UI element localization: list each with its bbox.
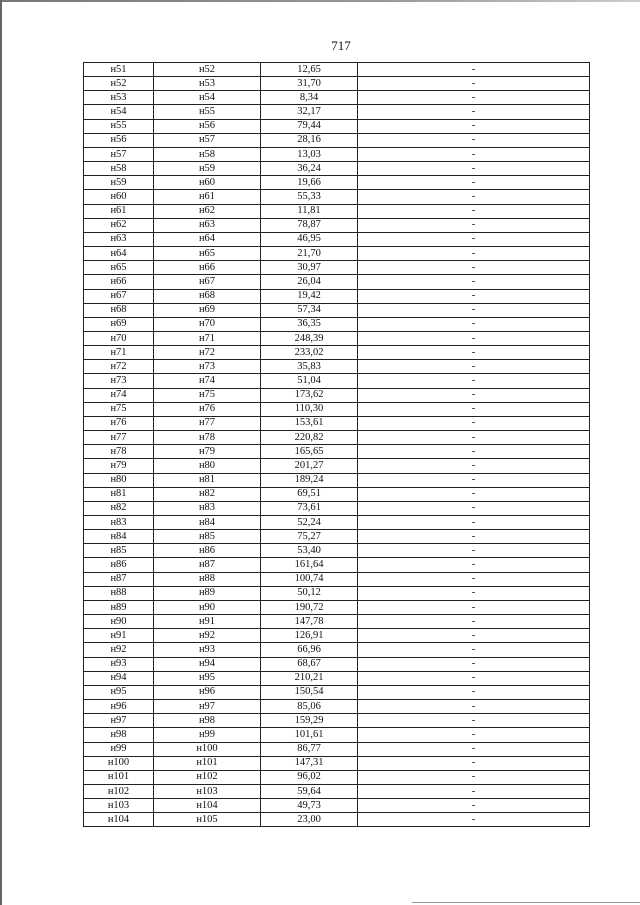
cell-from-point: н75 — [84, 402, 154, 416]
cell-length: 68,67 — [261, 657, 358, 671]
cell-to-point: н54 — [154, 91, 261, 105]
cell-note: - — [358, 756, 590, 770]
cell-to-point: н87 — [154, 558, 261, 572]
cell-to-point: н66 — [154, 261, 261, 275]
cell-length: 21,70 — [261, 247, 358, 261]
cell-to-point: н79 — [154, 445, 261, 459]
cell-to-point: н96 — [154, 685, 261, 699]
cell-note: - — [358, 700, 590, 714]
table-body — [84, 63, 590, 827]
table-row — [84, 176, 590, 190]
cell-to-point: н102 — [154, 770, 261, 784]
cell-note: - — [358, 275, 590, 289]
cell-from-point: н52 — [84, 77, 154, 91]
cell-from-point: н103 — [84, 799, 154, 813]
cell-to-point: н93 — [154, 643, 261, 657]
table-row — [84, 147, 590, 161]
cell-length: 50,12 — [261, 586, 358, 600]
cell-to-point: н80 — [154, 459, 261, 473]
cell-length: 110,30 — [261, 402, 358, 416]
cell-length: 161,64 — [261, 558, 358, 572]
cell-to-point: н91 — [154, 615, 261, 629]
cell-to-point: н56 — [154, 119, 261, 133]
cell-from-point: н59 — [84, 176, 154, 190]
table-row — [84, 714, 590, 728]
cell-to-point: н85 — [154, 530, 261, 544]
cell-to-point: н69 — [154, 303, 261, 317]
cell-to-point: н52 — [154, 63, 261, 77]
cell-note: - — [358, 91, 590, 105]
table-row — [84, 445, 590, 459]
boundary-segments-table — [83, 62, 590, 827]
cell-length: 32,17 — [261, 105, 358, 119]
table-row — [84, 728, 590, 742]
cell-to-point: н67 — [154, 275, 261, 289]
cell-length: 31,70 — [261, 77, 358, 91]
cell-to-point: н62 — [154, 204, 261, 218]
cell-note: - — [358, 190, 590, 204]
cell-note: - — [358, 317, 590, 331]
table-row — [84, 459, 590, 473]
table-row — [84, 402, 590, 416]
cell-length: 73,61 — [261, 501, 358, 515]
cell-length: 189,24 — [261, 473, 358, 487]
cell-from-point: н102 — [84, 784, 154, 798]
table-row — [84, 289, 590, 303]
cell-to-point: н76 — [154, 402, 261, 416]
cell-from-point: н99 — [84, 742, 154, 756]
table-row — [84, 799, 590, 813]
cell-from-point: н96 — [84, 700, 154, 714]
table-row — [84, 303, 590, 317]
cell-to-point: н82 — [154, 487, 261, 501]
cell-note: - — [358, 714, 590, 728]
cell-to-point: н105 — [154, 813, 261, 827]
cell-length: 233,02 — [261, 346, 358, 360]
cell-note: - — [358, 799, 590, 813]
table-row — [84, 700, 590, 714]
cell-note: - — [358, 501, 590, 515]
cell-from-point: н58 — [84, 162, 154, 176]
page-number: 717 — [331, 38, 351, 53]
cell-note: - — [358, 402, 590, 416]
cell-note: - — [358, 303, 590, 317]
scan-edge-left — [0, 0, 2, 905]
cell-to-point: н65 — [154, 247, 261, 261]
cell-from-point: н101 — [84, 770, 154, 784]
cell-note: - — [358, 671, 590, 685]
cell-from-point: н94 — [84, 671, 154, 685]
cell-length: 13,03 — [261, 147, 358, 161]
cell-to-point: н99 — [154, 728, 261, 742]
cell-note: - — [358, 487, 590, 501]
cell-from-point: н51 — [84, 63, 154, 77]
cell-to-point: н89 — [154, 586, 261, 600]
cell-length: 11,81 — [261, 204, 358, 218]
table-row — [84, 501, 590, 515]
table-row — [84, 770, 590, 784]
cell-length: 100,74 — [261, 572, 358, 586]
cell-from-point: н104 — [84, 813, 154, 827]
cell-length: 165,65 — [261, 445, 358, 459]
cell-note: - — [358, 473, 590, 487]
cell-from-point: н72 — [84, 360, 154, 374]
cell-length: 101,61 — [261, 728, 358, 742]
cell-from-point: н55 — [84, 119, 154, 133]
cell-note: - — [358, 147, 590, 161]
cell-to-point: н90 — [154, 600, 261, 614]
cell-from-point: н78 — [84, 445, 154, 459]
table-row — [84, 105, 590, 119]
cell-length: 49,73 — [261, 799, 358, 813]
cell-length: 59,64 — [261, 784, 358, 798]
cell-from-point: н90 — [84, 615, 154, 629]
table-row — [84, 204, 590, 218]
cell-to-point: н84 — [154, 516, 261, 530]
cell-note: - — [358, 133, 590, 147]
cell-from-point: н71 — [84, 346, 154, 360]
table-row — [84, 572, 590, 586]
cell-note: - — [358, 558, 590, 572]
cell-to-point: н60 — [154, 176, 261, 190]
cell-to-point: н70 — [154, 317, 261, 331]
cell-note: - — [358, 657, 590, 671]
cell-from-point: н64 — [84, 247, 154, 261]
cell-from-point: н87 — [84, 572, 154, 586]
cell-to-point: н68 — [154, 289, 261, 303]
cell-from-point: н85 — [84, 544, 154, 558]
cell-from-point: н89 — [84, 600, 154, 614]
cell-to-point: н103 — [154, 784, 261, 798]
table-row — [84, 346, 590, 360]
cell-length: 86,77 — [261, 742, 358, 756]
cell-length: 79,44 — [261, 119, 358, 133]
table-row — [84, 813, 590, 827]
cell-note: - — [358, 586, 590, 600]
cell-note: - — [358, 176, 590, 190]
table-row — [84, 232, 590, 246]
cell-note: - — [358, 360, 590, 374]
cell-from-point: н57 — [84, 147, 154, 161]
cell-from-point: н80 — [84, 473, 154, 487]
cell-from-point: н69 — [84, 317, 154, 331]
cell-note: - — [358, 459, 590, 473]
cell-note: - — [358, 813, 590, 827]
cell-to-point: н74 — [154, 374, 261, 388]
cell-to-point: н58 — [154, 147, 261, 161]
cell-from-point: н83 — [84, 516, 154, 530]
table-row — [84, 416, 590, 430]
cell-to-point: н59 — [154, 162, 261, 176]
cell-length: 19,66 — [261, 176, 358, 190]
cell-note: - — [358, 770, 590, 784]
table-row — [84, 91, 590, 105]
cell-note: - — [358, 218, 590, 232]
cell-note: - — [358, 232, 590, 246]
cell-to-point: н101 — [154, 756, 261, 770]
cell-note: - — [358, 445, 590, 459]
cell-note: - — [358, 105, 590, 119]
cell-to-point: н92 — [154, 629, 261, 643]
table-row — [84, 586, 590, 600]
table-row — [84, 643, 590, 657]
cell-note: - — [358, 63, 590, 77]
table-row — [84, 190, 590, 204]
cell-to-point: н71 — [154, 331, 261, 345]
cell-to-point: н78 — [154, 431, 261, 445]
cell-note: - — [358, 784, 590, 798]
cell-to-point: н63 — [154, 218, 261, 232]
cell-to-point: н73 — [154, 360, 261, 374]
cell-from-point: н77 — [84, 431, 154, 445]
cell-length: 153,61 — [261, 416, 358, 430]
table-row — [84, 331, 590, 345]
table-row — [84, 374, 590, 388]
cell-from-point: н93 — [84, 657, 154, 671]
cell-to-point: н100 — [154, 742, 261, 756]
cell-from-point: н81 — [84, 487, 154, 501]
cell-length: 150,54 — [261, 685, 358, 699]
cell-to-point: н98 — [154, 714, 261, 728]
cell-from-point: н74 — [84, 388, 154, 402]
cell-to-point: н83 — [154, 501, 261, 515]
cell-from-point: н60 — [84, 190, 154, 204]
cell-length: 52,24 — [261, 516, 358, 530]
cell-note: - — [358, 77, 590, 91]
cell-length: 147,78 — [261, 615, 358, 629]
cell-length: 51,04 — [261, 374, 358, 388]
cell-length: 19,42 — [261, 289, 358, 303]
cell-to-point: н97 — [154, 700, 261, 714]
table-row — [84, 162, 590, 176]
cell-length: 248,39 — [261, 331, 358, 345]
cell-note: - — [358, 247, 590, 261]
cell-from-point: н95 — [84, 685, 154, 699]
cell-to-point: н81 — [154, 473, 261, 487]
cell-length: 159,29 — [261, 714, 358, 728]
cell-from-point: н86 — [84, 558, 154, 572]
cell-length: 85,06 — [261, 700, 358, 714]
table-row — [84, 487, 590, 501]
cell-to-point: н53 — [154, 77, 261, 91]
cell-to-point: н55 — [154, 105, 261, 119]
cell-note: - — [358, 685, 590, 699]
cell-note: - — [358, 572, 590, 586]
cell-to-point: н57 — [154, 133, 261, 147]
cell-length: 78,87 — [261, 218, 358, 232]
cell-note: - — [358, 615, 590, 629]
cell-length: 201,27 — [261, 459, 358, 473]
cell-to-point: н75 — [154, 388, 261, 402]
cell-note: - — [358, 416, 590, 430]
cell-from-point: н66 — [84, 275, 154, 289]
cell-from-point: н62 — [84, 218, 154, 232]
cell-from-point: н53 — [84, 91, 154, 105]
cell-length: 57,34 — [261, 303, 358, 317]
cell-from-point: н84 — [84, 530, 154, 544]
cell-length: 12,65 — [261, 63, 358, 77]
cell-note: - — [358, 728, 590, 742]
table-row — [84, 388, 590, 402]
table-row — [84, 431, 590, 445]
cell-length: 26,04 — [261, 275, 358, 289]
cell-note: - — [358, 742, 590, 756]
table-row — [84, 63, 590, 77]
cell-length: 36,35 — [261, 317, 358, 331]
cell-from-point: н100 — [84, 756, 154, 770]
scan-edge-bottom — [412, 902, 640, 903]
cell-from-point: н54 — [84, 105, 154, 119]
table-row — [84, 756, 590, 770]
table-row — [84, 784, 590, 798]
cell-length: 55,33 — [261, 190, 358, 204]
cell-from-point: н98 — [84, 728, 154, 742]
cell-length: 220,82 — [261, 431, 358, 445]
table-row — [84, 473, 590, 487]
table-row — [84, 558, 590, 572]
cell-length: 53,40 — [261, 544, 358, 558]
table-row — [84, 119, 590, 133]
cell-to-point: н72 — [154, 346, 261, 360]
cell-note: - — [358, 162, 590, 176]
cell-note: - — [358, 261, 590, 275]
cell-from-point: н61 — [84, 204, 154, 218]
cell-from-point: н63 — [84, 232, 154, 246]
cell-note: - — [358, 530, 590, 544]
cell-from-point: н79 — [84, 459, 154, 473]
cell-to-point: н77 — [154, 416, 261, 430]
cell-from-point: н67 — [84, 289, 154, 303]
cell-from-point: н97 — [84, 714, 154, 728]
cell-from-point: н56 — [84, 133, 154, 147]
table-row — [84, 77, 590, 91]
table-row — [84, 247, 590, 261]
cell-from-point: н82 — [84, 501, 154, 515]
cell-from-point: н76 — [84, 416, 154, 430]
cell-from-point: н65 — [84, 261, 154, 275]
table-row — [84, 261, 590, 275]
table-row — [84, 516, 590, 530]
cell-length: 126,91 — [261, 629, 358, 643]
cell-length: 96,02 — [261, 770, 358, 784]
cell-length: 69,51 — [261, 487, 358, 501]
cell-note: - — [358, 346, 590, 360]
cell-note: - — [358, 544, 590, 558]
cell-note: - — [358, 643, 590, 657]
table-row — [84, 629, 590, 643]
cell-length: 75,27 — [261, 530, 358, 544]
cell-to-point: н64 — [154, 232, 261, 246]
table-row — [84, 275, 590, 289]
cell-length: 210,21 — [261, 671, 358, 685]
table-row — [84, 657, 590, 671]
cell-note: - — [358, 331, 590, 345]
table-row — [84, 685, 590, 699]
cell-length: 28,16 — [261, 133, 358, 147]
cell-note: - — [358, 119, 590, 133]
cell-length: 35,83 — [261, 360, 358, 374]
cell-from-point: н70 — [84, 331, 154, 345]
cell-note: - — [358, 374, 590, 388]
cell-length: 147,31 — [261, 756, 358, 770]
cell-length: 8,34 — [261, 91, 358, 105]
cell-from-point: н68 — [84, 303, 154, 317]
cell-length: 30,97 — [261, 261, 358, 275]
cell-note: - — [358, 431, 590, 445]
cell-from-point: н88 — [84, 586, 154, 600]
cell-note: - — [358, 516, 590, 530]
cell-to-point: н61 — [154, 190, 261, 204]
table-row — [84, 600, 590, 614]
cell-to-point: н94 — [154, 657, 261, 671]
table-row — [84, 218, 590, 232]
cell-length: 36,24 — [261, 162, 358, 176]
table-row — [84, 360, 590, 374]
table-row — [84, 544, 590, 558]
cell-to-point: н104 — [154, 799, 261, 813]
cell-length: 173,62 — [261, 388, 358, 402]
cell-note: - — [358, 388, 590, 402]
cell-from-point: н92 — [84, 643, 154, 657]
table-row — [84, 742, 590, 756]
cell-note: - — [358, 289, 590, 303]
cell-from-point: н73 — [84, 374, 154, 388]
cell-from-point: н91 — [84, 629, 154, 643]
table-row — [84, 133, 590, 147]
cell-to-point: н86 — [154, 544, 261, 558]
cell-note: - — [358, 600, 590, 614]
cell-note: - — [358, 629, 590, 643]
cell-length: 23,00 — [261, 813, 358, 827]
cell-length: 66,96 — [261, 643, 358, 657]
cell-length: 190,72 — [261, 600, 358, 614]
table-row — [84, 615, 590, 629]
table-row — [84, 530, 590, 544]
cell-to-point: н95 — [154, 671, 261, 685]
cell-length: 46,95 — [261, 232, 358, 246]
cell-note: - — [358, 204, 590, 218]
table-row — [84, 671, 590, 685]
scan-edge-top — [0, 0, 640, 2]
table-row — [84, 317, 590, 331]
cell-to-point: н88 — [154, 572, 261, 586]
